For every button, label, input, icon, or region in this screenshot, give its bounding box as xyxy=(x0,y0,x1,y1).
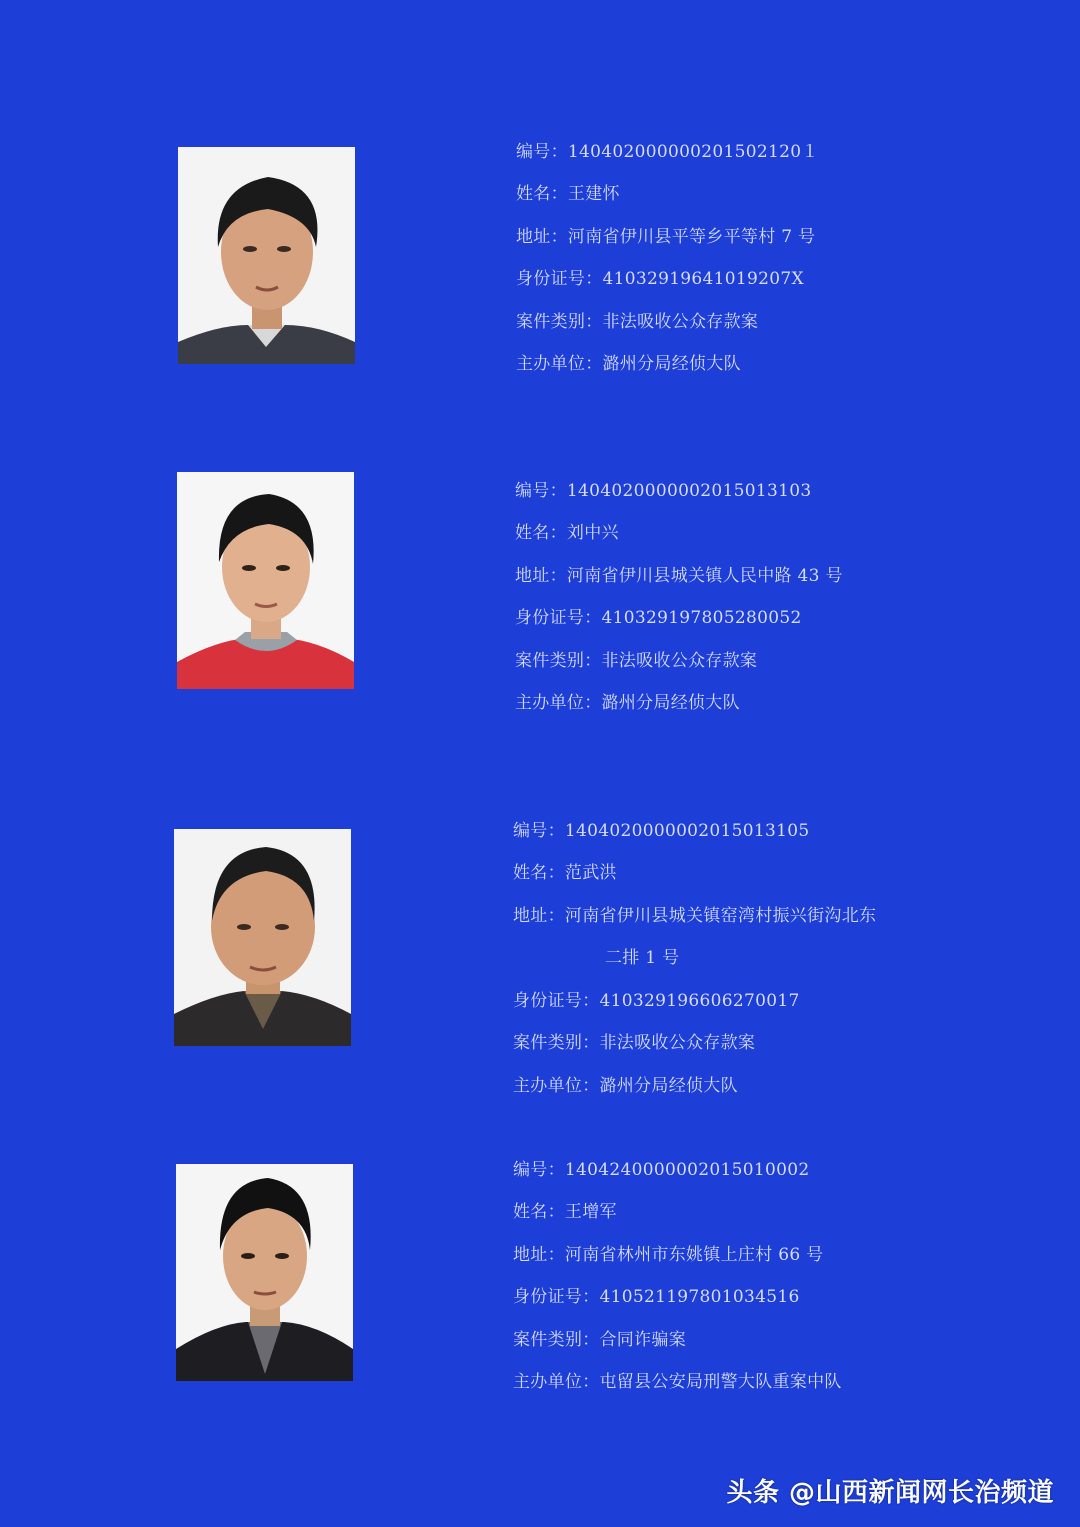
record-1-line xyxy=(516,354,741,374)
field-value: 河南省伊川县城关镇人民中路 43 号 xyxy=(566,566,843,586)
field-value: 1404020000002015013103 xyxy=(566,481,812,501)
record-1-line xyxy=(516,184,620,204)
record-3-line xyxy=(605,948,679,968)
field-label: 案件类别： xyxy=(513,1033,600,1053)
field-label: 身份证号： xyxy=(513,991,600,1011)
field-value: 410329196606270017 xyxy=(599,991,800,1011)
field-value: 河南省伊川县平等乡平等村 7 号 xyxy=(567,227,816,247)
record-1-line xyxy=(516,142,819,162)
field-label: 主办单位： xyxy=(513,1372,600,1392)
field-label: 地址： xyxy=(513,906,565,926)
person-photo-icon xyxy=(177,472,354,689)
field-value: 1404020000002015013105 xyxy=(564,821,810,841)
field-value: 410521197801034516 xyxy=(599,1287,800,1307)
record-4-line xyxy=(513,1330,686,1350)
record-1-line xyxy=(516,269,804,289)
record-2-line xyxy=(515,481,811,501)
field-value: 非法吸收公众存款案 xyxy=(602,312,759,332)
record-3-line xyxy=(513,1033,755,1053)
record-4-line xyxy=(513,1160,809,1180)
field-value: 屯留县公安局刑警大队重案中队 xyxy=(599,1372,842,1392)
record-3-line xyxy=(513,1076,738,1096)
field-label: 案件类别： xyxy=(515,651,602,671)
field-value: 潞州分局经侦大队 xyxy=(602,354,741,374)
field-value: 潞州分局经侦大队 xyxy=(601,693,740,713)
field-value: 潞州分局经侦大队 xyxy=(599,1076,738,1096)
field-value: 非法吸收公众存款案 xyxy=(601,651,758,671)
record-3-line xyxy=(513,821,809,841)
record-1-line xyxy=(516,312,758,332)
field-label: 身份证号： xyxy=(516,269,603,289)
field-value: 非法吸收公众存款案 xyxy=(599,1033,756,1053)
field-label: 地址： xyxy=(516,227,568,247)
suspect-photo xyxy=(178,147,355,364)
field-value: 王增军 xyxy=(564,1202,617,1222)
field-label: 主办单位： xyxy=(515,693,602,713)
field-value: 河南省林州市东姚镇上庄村 66 号 xyxy=(564,1245,824,1265)
field-label: 案件类别： xyxy=(513,1330,600,1350)
record-2-line xyxy=(515,651,757,671)
record-3-line xyxy=(513,863,617,883)
suspect-photo xyxy=(176,1164,353,1381)
field-value: 410329197805280052 xyxy=(601,608,802,628)
field-value: 1404240000002015010002 xyxy=(564,1160,810,1180)
field-label: 主办单位： xyxy=(516,354,603,374)
record-4-line xyxy=(513,1287,800,1307)
watermark: 头条 @山西新闻网长治频道 xyxy=(726,1478,1054,1508)
field-label: 案件类别： xyxy=(516,312,603,332)
field-label: 身份证号： xyxy=(513,1287,600,1307)
record-3-line xyxy=(513,991,800,1011)
record-2-line xyxy=(515,693,740,713)
field-label: 主办单位： xyxy=(513,1076,600,1096)
field-label: 编号： xyxy=(513,1160,565,1180)
field-label: 身份证号： xyxy=(515,608,602,628)
field-label: 姓名： xyxy=(516,184,568,204)
suspect-photo xyxy=(177,472,354,689)
record-1-line xyxy=(516,227,815,247)
person-photo-icon xyxy=(176,1164,353,1381)
field-value: 41032919641019207X xyxy=(602,269,804,289)
field-label: 姓名： xyxy=(513,1202,565,1222)
field-value: 合同诈骗案 xyxy=(599,1330,686,1350)
field-value: 二排 1 号 xyxy=(605,948,680,968)
field-label: 编号： xyxy=(515,481,567,501)
record-4-line xyxy=(513,1372,842,1392)
field-label: 编号： xyxy=(513,821,565,841)
record-4-line xyxy=(513,1245,823,1265)
person-photo-icon xyxy=(178,147,355,364)
field-label: 姓名： xyxy=(515,523,567,543)
field-label: 地址： xyxy=(515,566,567,586)
suspect-photo xyxy=(174,829,351,1046)
record-4-line xyxy=(513,1202,617,1222)
field-value: 王建怀 xyxy=(567,184,620,204)
record-2-line xyxy=(515,608,802,628)
record-2-line xyxy=(515,566,843,586)
record-3-line xyxy=(513,906,876,926)
field-value: 河南省伊川县城关镇窑湾村振兴街沟北东 xyxy=(564,906,877,926)
field-value: 范武洪 xyxy=(564,863,617,883)
field-value: 刘中兴 xyxy=(566,523,619,543)
field-label: 地址： xyxy=(513,1245,565,1265)
field-label: 姓名： xyxy=(513,863,565,883)
record-2-line xyxy=(515,523,619,543)
field-label: 编号： xyxy=(516,142,568,162)
person-photo-icon xyxy=(174,829,351,1046)
field-value: 140402000000201502120１ xyxy=(567,142,819,162)
